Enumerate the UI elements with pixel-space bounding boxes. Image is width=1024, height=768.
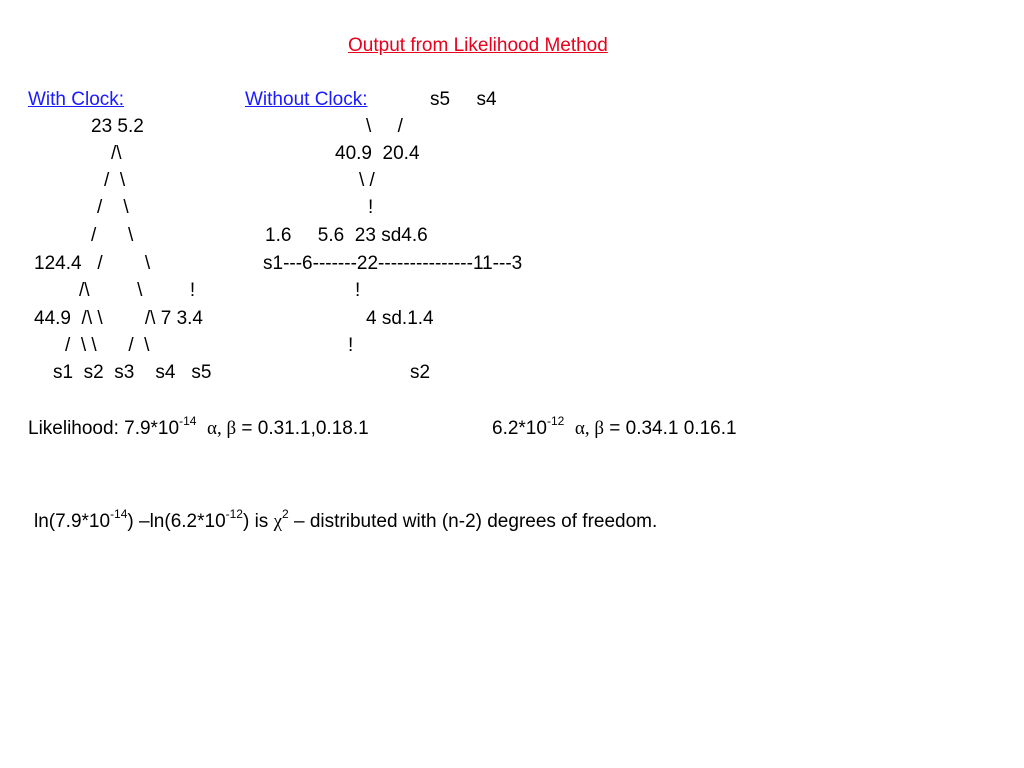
- without-clock-line: 40.9 20.4: [335, 143, 420, 164]
- without-clock-line: !: [368, 197, 374, 218]
- alpha-beta-symbols: α, β: [574, 418, 604, 439]
- likelihood-label: Likelihood: 7.9*10: [28, 418, 180, 439]
- ln-part: ) –ln(6.2*10: [127, 511, 226, 532]
- ln-part: – distributed with (n-2) degrees of freedom.: [288, 511, 658, 532]
- likelihood-without-clock: [492, 413, 737, 440]
- with-clock-line: / \: [91, 225, 134, 246]
- exponent: -14: [110, 506, 128, 521]
- likelihood-with-clock: [28, 413, 369, 440]
- with-clock-line: / \: [97, 197, 129, 218]
- with-clock-line: / \ \ / \: [65, 335, 150, 356]
- alpha-beta-values: = 0.34.1 0.16.1: [603, 418, 737, 439]
- without-clock-line: !: [355, 280, 361, 301]
- without-clock-line: 4 sd.1.4: [366, 308, 434, 329]
- with-clock-line: / \: [104, 170, 126, 191]
- exponent: 2: [282, 506, 289, 521]
- likelihood-value: 6.2*10: [492, 418, 547, 439]
- likelihood-exponent: -14: [179, 413, 197, 428]
- alpha-beta-values: = 0.31.1,0.18.1: [236, 418, 369, 439]
- with-clock-label: With Clock:: [28, 89, 125, 110]
- with-clock-line: 124.4 / \: [34, 253, 151, 274]
- with-clock-line: /\: [111, 143, 122, 164]
- without-clock-leaf: s2: [410, 362, 431, 383]
- chi-square-statement: [34, 506, 658, 533]
- alpha-beta-symbols: α, β: [206, 418, 237, 439]
- without-clock-line: \ /: [366, 116, 403, 137]
- without-clock-line: s1---6-------22---------------11---3: [263, 253, 523, 274]
- exponent: -12: [225, 506, 243, 521]
- ln-part: ln(7.9*10: [34, 511, 111, 532]
- without-clock-header: s5 s4: [430, 89, 497, 110]
- without-clock-line: !: [348, 335, 354, 356]
- likelihood-exponent: -12: [546, 413, 565, 428]
- without-clock-label: Without Clock:: [245, 89, 368, 110]
- with-clock-line: 44.9 /\ \ /\ 7 3.4: [34, 308, 203, 329]
- with-clock-line: /\ \ !: [79, 280, 196, 301]
- with-clock-leaves: s1 s2 s3 s4 s5: [53, 362, 212, 383]
- slide-title: Output from Likelihood Method: [348, 35, 608, 56]
- chi-symbol: χ: [273, 511, 283, 532]
- without-clock-line: \ /: [359, 170, 375, 191]
- ln-part: ) is: [242, 511, 274, 532]
- without-clock-line: 1.6 5.6 23 sd4.6: [265, 225, 428, 246]
- with-clock-line: 23 5.2: [91, 116, 144, 137]
